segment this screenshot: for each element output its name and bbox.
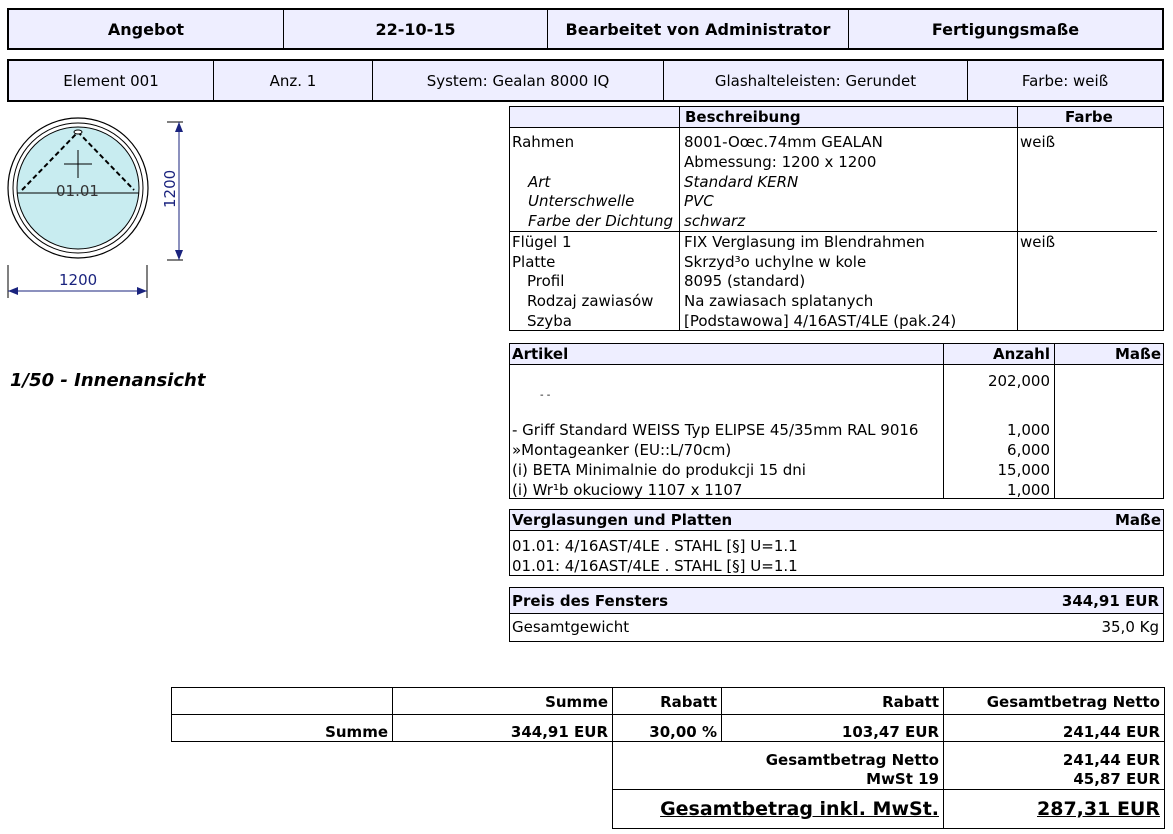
document-header — [7, 8, 1164, 50]
articles-table-header — [510, 344, 1163, 365]
net-label: Gesamtbetrag Netto — [765, 751, 939, 769]
width-label: 1200 — [59, 271, 98, 289]
col-article: Artikel — [512, 345, 569, 363]
frame-color: weiß — [1020, 133, 1056, 151]
sash-prop-label: Rodzaj zawiasów — [527, 292, 654, 310]
hinge-icon — [74, 130, 82, 134]
frame-prop-label: Farbe der Dichtung — [528, 212, 674, 230]
window-price: 344,91 EUR — [1061, 592, 1159, 610]
price-table — [509, 587, 1164, 642]
sash-prop-label: Profil — [527, 272, 565, 290]
doc-type: Angebot — [9, 10, 284, 48]
description-table — [509, 106, 1164, 331]
col-discount-pct: Rabatt — [612, 687, 722, 715]
article-stray-mark: - - — [540, 390, 551, 401]
frame-prop-value: schwarz — [684, 212, 746, 230]
pane-label: 01.01 — [56, 182, 99, 200]
sash-prop-value: 8095 (standard) — [684, 272, 806, 290]
sash-prop-value: Na zawiasach splatanych — [684, 292, 874, 310]
glazing-row: 01.01: 4/16AST/4LE . STAHL [§] U=1.1 — [512, 557, 798, 575]
vat-value: 45,87 EUR — [1073, 770, 1160, 788]
article-name: »Montageanker (EU::L/70cm) — [512, 441, 732, 459]
frame-prop-value: PVC — [684, 192, 714, 210]
sash-prop-label: Szyba — [527, 312, 572, 330]
element-bar — [7, 59, 1164, 102]
article-name: (i) Wr¹b okuciowy 1107 x 1107 — [512, 481, 743, 499]
sash-prop-value: [Podstawowa] 4/16AST/4LE (pak.24) — [684, 312, 957, 330]
weight-label: Gesamtgewicht — [512, 618, 630, 636]
summary-row-label: Summe — [171, 714, 393, 742]
price-table-header — [510, 588, 1163, 614]
element-id: Element 001 — [9, 61, 214, 100]
sash-prop-value: Skrzyd³o uchylne w kole — [684, 253, 867, 271]
glazing-title: Verglasungen und Platten — [512, 511, 733, 529]
element-quantity: Anz. 1 — [214, 61, 373, 100]
glazing-table-header — [510, 510, 1163, 531]
article-quantity: 1,000 — [1007, 421, 1050, 439]
col-net-total: Gesamtbetrag Netto — [943, 687, 1165, 715]
frame-profile: 8001-Oœc.74mm GEALAN — [684, 133, 883, 151]
col-discount-amt: Rabatt — [721, 687, 944, 715]
articles-table — [509, 343, 1164, 499]
frame-prop-label: Unterschwelle — [528, 192, 635, 210]
summary-discount-amt: 103,47 EUR — [721, 714, 944, 742]
article-quantity: 15,000 — [997, 461, 1050, 479]
col-color: Farbe — [1065, 108, 1113, 126]
sash-label: Flügel 1 — [512, 233, 572, 251]
sash-color: weiß — [1020, 233, 1056, 251]
vat-label: MwSt 19 — [866, 770, 939, 788]
height-label: 1200 — [161, 169, 179, 208]
summary-sum: 344,91 EUR — [392, 714, 613, 742]
glazing-table — [509, 509, 1164, 576]
edited-by: Bearbeitet von Administrator — [548, 10, 849, 48]
summary-table — [171, 687, 1165, 829]
article-name: (i) BETA Minimalnie do produkcji 15 dni — [512, 461, 806, 479]
summary-net-total: 241,44 EUR — [943, 714, 1165, 742]
frame-prop-label: Art — [528, 173, 551, 191]
summary-discount-pct: 30,00 % — [612, 714, 722, 742]
col-dimensions: Maße — [1114, 511, 1161, 529]
frame-dimension: Abmessung: 1200 x 1200 — [684, 153, 877, 171]
col-sum: Summe — [392, 687, 613, 715]
gross-value: 287,31 EUR — [1037, 798, 1160, 820]
description-table-header — [510, 107, 1163, 128]
weight-value: 35,0 Kg — [1101, 618, 1159, 636]
article-quantity: 1,000 — [1007, 481, 1050, 499]
col-description: Beschreibung — [685, 108, 801, 126]
sash-prop-label: Platte — [512, 253, 556, 271]
element-color: Farbe: weiß — [1021, 71, 1109, 90]
dimensions-type: Fertigungsmaße — [931, 19, 1080, 39]
col-dimensions: Maße — [1114, 345, 1161, 363]
frame-label: Rahmen — [512, 133, 575, 151]
article-name: - Griff Standard WEISS Typ ELIPSE 45/35mm RAL 9016 — [512, 421, 919, 439]
window-drawing — [0, 110, 200, 310]
scale-label: 1/50 - Innenansicht — [10, 370, 206, 391]
price-title: Preis des Fensters — [512, 592, 669, 610]
net-value: 241,44 EUR — [1062, 751, 1160, 769]
gross-label: Gesamtbetrag inkl. MwSt. — [660, 798, 939, 820]
article-quantity: 6,000 — [1007, 441, 1050, 459]
doc-date: 22-10-15 — [284, 10, 548, 48]
article-quantity: 202,000 — [987, 372, 1050, 390]
element-system: System: Gealan 8000 IQ — [373, 61, 664, 100]
col-quantity: Anzahl — [993, 345, 1050, 363]
glazing-row: 01.01: 4/16AST/4LE . STAHL [§] U=1.1 — [512, 537, 798, 555]
element-glazing-beads: Glashalteleisten: Gerundet — [664, 61, 968, 100]
frame-prop-value: Standard KERN — [684, 173, 799, 191]
sash-value: FIX Verglasung im Blendrahmen — [684, 233, 925, 251]
